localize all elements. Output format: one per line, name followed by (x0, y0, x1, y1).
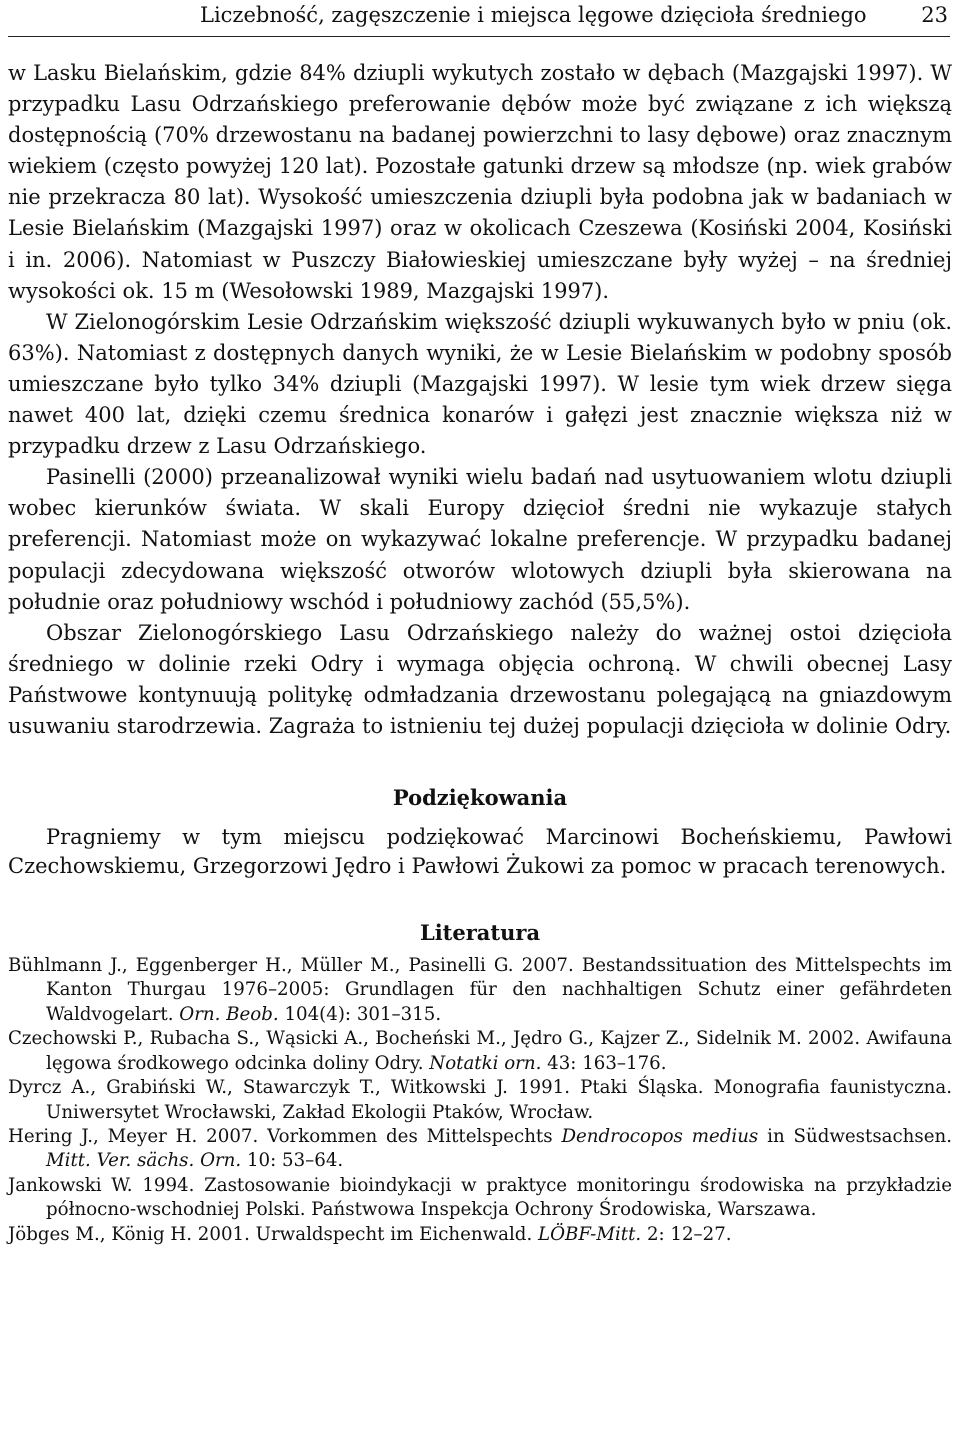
body-paragraph: Obszar Zielonogórskiego Lasu Odrzańskiego należy do ważnej ostoi dzięcioła średniego w dolinie rzeki Odry i wymaga objęcia ochroną. W chwili obecnej Lasy Państwowe kontynuują politykę odmładzania drzewostanu polegającą na gniazdowym usuwaniu starodrzewia. Zagraża to istnieniu tej dużej populacji dzięcioła w dolinie Odry. (8, 620, 952, 738)
reference-item: Dyrcz A., Grabiński W., Stawarczyk T., Witkowski J. 1991. Ptaki Śląska. Monografia faunistyczna. Uniwersytet Wrocławski, Zakład Ekologii Ptaków, Wrocław. (8, 1077, 952, 1123)
reference-item: Czechowski P., Rubacha S., Wąsicki A., Bocheński M., Jędro G., Kajzer Z., Sidelnik M. 2002. Awifauna lęgowa środkowego odcinka doliny Odry. Notatki orn. 43: 163–176. (8, 1028, 952, 1074)
running-header (8, 0, 950, 37)
page-number: 23 (921, 3, 948, 27)
acknowledgements-heading: Podziękowania (392, 785, 568, 811)
reference-list (8, 954, 952, 1247)
reference-item: Hering J., Meyer H. 2007. Vorkommen des Mittelspechts Dendrocopos medius in Südwestsachsen. Mitt. Ver. sächs. Orn. 10: 53–64. (8, 1125, 952, 1172)
body-paragraph: W Zielonogórskim Lesie Odrzańskim większość dziupli wykuwanych było w pniu (ok. 63%). Natomiast z dostępnych danych wyniki, że w Lesie Bielańskim w podobny sposób umieszczane było tylko 34% dziupli (Mazgajski 1997). W lesie tym wiek drzew sięga nawet 400 lat, dzięki czemu średnica konarów i gałęzi jest znacznie większa niż w przypadku drzew z Lasu Odrzańskiego. (8, 309, 952, 459)
reference-item: Bühlmann J., Eggenberger H., Müller M., Pasinelli G. 2007. Bestandssituation des Mittelspechts im Kanton Thurgau 1976–2005: Grundlagen für den nachhaltigen Schutz einer gefährdeten Waldvogelart. Orn. Beob. 104(4): 301–315. (8, 955, 952, 1025)
acknowledgements-text: Pragniemy w tym miejscu podziękować Marcinowi Bocheńskiemu, Pawłowi Czechowskiemu, Grzegorzowi Jędro i Pawłowi Żukowi za pomoc w pracach terenowych. (8, 825, 952, 879)
literature-heading: Literatura (419, 920, 541, 946)
body-paragraph: w Lasku Bielańskim, gdzie 84% dziupli wykutych zostało w dębach (Mazgajski 1997). W przypadku Lasu Odrzańskiego preferowanie dębów może być związane z ich większą dostępnością (70% drzewostanu na badanej powierzchni to lasy dębowe) oraz znacznym wiekiem (często powyżej 120 lat). Pozostałe gatunki drzew są młodsze (np. wiek grabów nie przekracza 80 lat). Wysokość umieszczenia dziupli była podobna jak w badaniach w Lesie Bielańskim (Mazgajski 1997) oraz w okolicach Czeszewa (Kosiński 2004, Kosiński i in. 2006). Natomiast w Puszczy Białowieskiej umieszczane były wyżej – na średniej wysokości ok. 15 m (Wesołowski 1989, Mazgajski 1997). (8, 61, 952, 303)
reference-item: Jankowski W. 1994. Zastosowanie bioindykacji w praktyce monitoringu środowiska na przykładzie północno-wschodniej Polski. Państwowa Inspekcja Ochrony Środowiska, Warszawa. (8, 1174, 952, 1221)
main-content (8, 58, 952, 1247)
body-paragraph: Pasinelli (2000) przeanalizował wyniki wielu badań nad usytuowaniem wlotu dziupli wobec kierunków świata. W skali Europy dzięcioł średni nie wykazuje stałych preferencji. Natomiast może on wykazywać lokalne preferencje. W przypadku badanej populacji zdecydowana większość otworów wlotowych dziupli była skierowana na południe oraz południowy wschód i południowy zachód (55,5%). (8, 465, 952, 614)
running-title: Liczebność, zagęszczenie i miejsca lęgowe dzięcioła średniego (200, 3, 867, 27)
reference-item: Jöbges M., König H. 2001. Urwaldspecht im Eichenwald. LÖBF-Mitt. 2: 12–27. (8, 1223, 732, 1245)
